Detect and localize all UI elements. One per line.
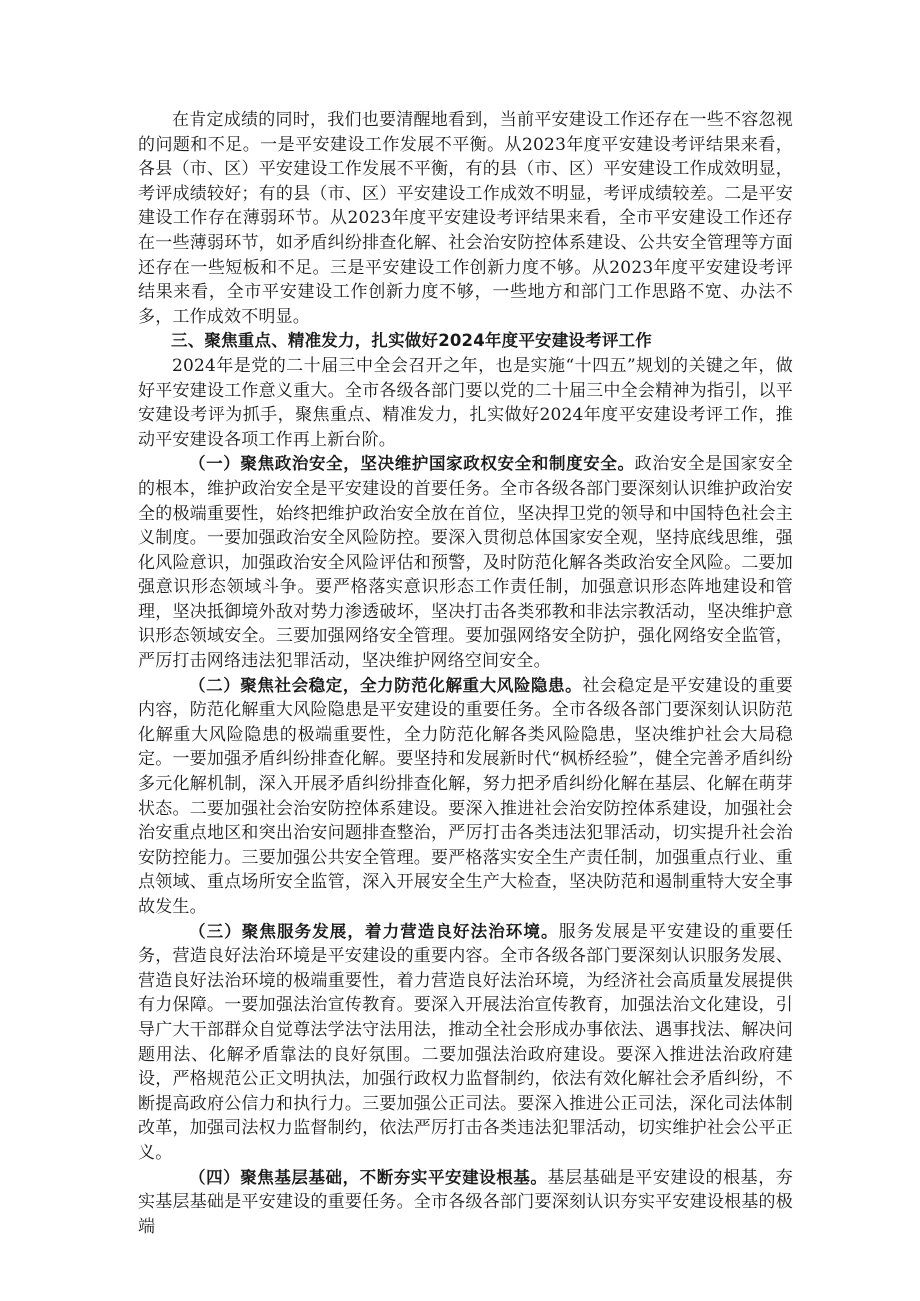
paragraph-item-1 bbox=[138, 452, 793, 673]
item-4-heading: （四）聚焦基层基础，不断夯实平安建设根基。 bbox=[189, 1167, 548, 1187]
item-4-body: 基层基础是平安建设的根基，夯实基层基础是平安建设的重要任务。全市各级各部门要深刻认识夯实平安建设根基的极端 bbox=[138, 1167, 793, 1237]
item-1-body: 政治安全是国家安全的根本，维护政治安全是平安建设的首要任务。全市各级各部门要深刻认识维护政治安全的极端重要性，始终把维护政治安全放在首位，坚决捍卫党的领导和中国特色社会主义制度。一要加强政治安全风险防控。要深入贯彻总体国家安全观，坚持底线思维，强化风险意识，加强政治安全风险评估和预警，及时防范化解各类政治安全风险。二要加强意识形态领域斗争。要严格落实意识形态工作责任制，加强意识形态阵地建设和管理，坚决抵御境外敌对势力渗透破坏，坚决打击各类邪教和非法宗教活动，坚决维护意识形态领域安全。三要加强网络安全管理。要加强网络安全防护，强化网络安全监管，严厉打击网络违法犯罪活动，坚决维护网络空间安全。 bbox=[138, 454, 793, 672]
item-2-body: 社会稳定是平安建设的重要内容，防范化解重大风险隐患是平安建设的重要任务。全市各级各部门要深刻认识防范化解重大风险隐患的极端重要性，全力防范化解各类风险隐患，坚决维护社会大局稳定。一要加强矛盾纠纷排查化解。要坚持和发展新时代“枫桥经验”，健全完善矛盾纠纷多元化解机制，深入开展矛盾纠纷排查化解，努力把矛盾纠纷化解在基层、化解在萌芽状态。二要加强社会治安防控体系建设。要深入推进社会治安防控体系建设，加强社会治安重点地区和突出治安问题排查整治，严厉打击各类违法犯罪活动，切实提升社会治安防控能力。三要加强公共安全管理。要严格落实安全生产责任制，加强重点行业、重点领域、重点场所安全监管，深入开展安全生产大检查，坚决防范和遏制重特大安全事故发生。 bbox=[138, 675, 793, 917]
item-1-heading: （一）聚焦政治安全，坚决维护国家政权安全和制度安全。 bbox=[189, 454, 635, 474]
paragraph-item-4 bbox=[138, 1166, 793, 1240]
section-heading: 三、聚焦重点、精准发力，扎实做好2024年度平安建设考评工作 bbox=[171, 331, 652, 351]
paragraph-section-intro: 2024年是党的二十届三中全会召开之年，也是实施“十四五”规划的关键之年，做好平安建设工作意义重大。全市各级各部门要以党的二十届三中全会精神为指引，以平安建设考评为抓手，聚焦重点、精准发力，扎实做好2024年度平安建设考评工作，推动平安建设各项工作再上新台阶。 bbox=[138, 355, 793, 450]
paragraph-item-3 bbox=[138, 920, 793, 1166]
document-body bbox=[138, 108, 793, 1239]
item-2-heading: （二）聚焦社会稳定，全力防范化解重大风险隐患。 bbox=[189, 675, 583, 695]
item-3-heading: （三）聚焦服务发展，着力营造良好法治环境。 bbox=[189, 921, 559, 941]
paragraph-item-2 bbox=[138, 674, 793, 920]
item-3-body: 服务发展是平安建设的重要任务，营造良好法治环境是平安建设的重要内容。全市各级各部门要深刻认识服务发展、营造良好法治环境的极端重要性，着力营造良好法治环境，为经济社会高质量发展提供有力保障。一要加强法治宣传教育。要深入开展法治宣传教育，加强法治文化建设，引导广大干部群众自觉尊法学法守法用法，推动全社会形成办事依法、遇事找法、解决问题用法、化解矛盾靠法的良好氛围。二要加强法治政府建设。要深入推进法治政府建设，严格规范公正文明执法，加强行政权力监督制约，依法有效化解社会矛盾纠纷，不断提高政府公信力和执行力。三要加强公正司法。要深入推进公正司法，深化司法体制改革，加强司法权力监督制约，依法严厉打击各类违法犯罪活动，切实维护社会公平正义。 bbox=[138, 921, 793, 1163]
paragraph-problems: 在肯定成绩的同时，我们也要清醒地看到，当前平安建设工作还存在一些不容忽视的问题和不足。一是平安建设工作发展不平衡。从2023年度平安建设考评结果来看，各县（市、区）平安建设工作发展不平衡，有的县（市、区）平安建设工作成效明显，考评成绩较好；有的县（市、区）平安建设工作成效不明显，考评成绩较差。二是平安建设工作存在薄弱环节。从2023年度平安建设考评结果来看，全市平安建设工作还存在一些薄弱环节，如矛盾纠纷排查化解、社会治安防控体系建设、公共安全管理等方面还存在一些短板和不足。三是平安建设工作创新力度不够。从2023年度平安建设考评结果来看，全市平安建设工作创新力度不够，一些地方和部门工作思路不宽、办法不多，工作成效不明显。 bbox=[138, 110, 793, 327]
